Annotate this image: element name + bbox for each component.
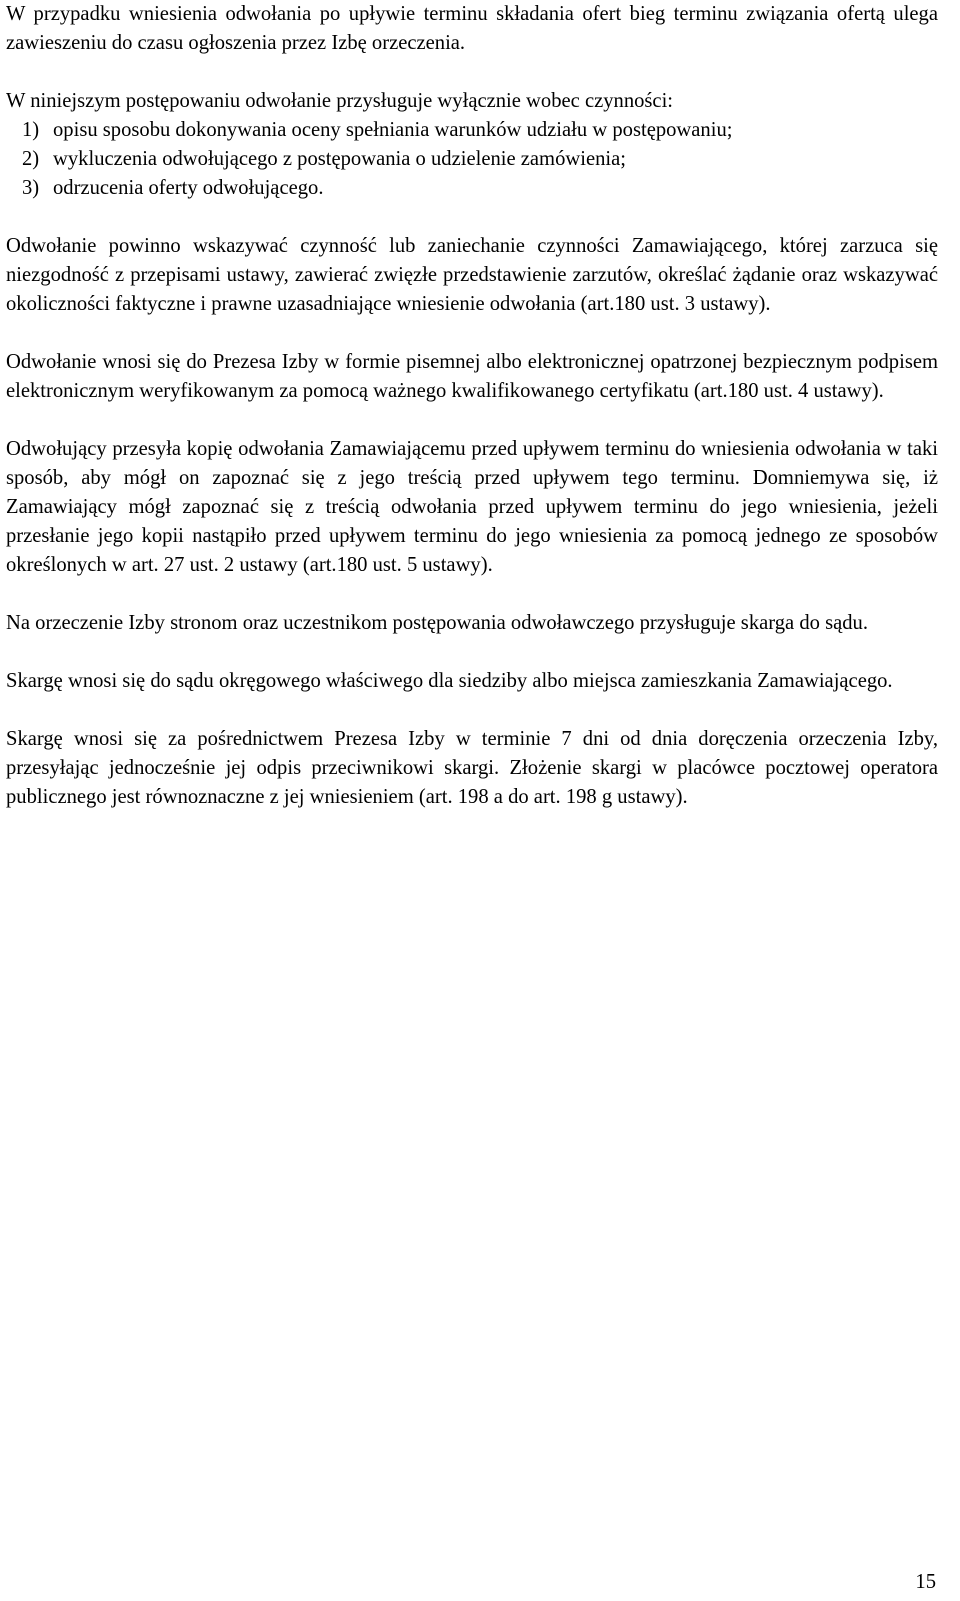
paragraph-appeal-form: Odwołanie wnosi się do Prezesa Izby w formie pisemnej albo elektronicznej opatrzonej bezpiecznym podpisem elektronicznym weryfikowanym za pomocą ważnego kwalifikowanego certyfikatu (art.180 ust. 4 ustawy).: [6, 351, 938, 402]
list-item-number: 2): [22, 148, 40, 170]
list-item: [6, 116, 938, 145]
paragraph-complaint-filing: Skargę wnosi się za pośrednictwem Prezesa Izby w terminie 7 dni od dnia doręczenia orzeczenia Izby, przesyłając jednocześnie jej odpis przeciwnikowi skargi. Złożenie skargi w placówce pocztowej operatora publicznego jest równoznaczne z jej wniesieniem (art. 198 a do art. 198 g ustawy).: [6, 728, 938, 808]
list-item: [6, 174, 938, 203]
paragraph-appeal-suspension: W przypadku wniesienia odwołania po upływie terminu składania ofert bieg terminu związania ofertą ulega zawieszeniu do czasu ogłoszenia przez Izbę orzeczenia.: [6, 3, 938, 54]
list-item: [6, 145, 938, 174]
paragraph-appeal-copy: Odwołujący przesyła kopię odwołania Zamawiającemu przed upływem terminu do wniesienia odwołania w taki sposób, aby mógł on zapoznać się z jego treścią przed upływem tego terminu. Domniemywa się, iż Zamawiający mógł zapoznać się z treścią odwołania przed upływem terminu do jego wniesienia, jeżeli przesłanie jego kopii nastąpiło przed upływem terminu do jego wniesienia za pomocą jednego ze sposobów określonych w art. 27 ust. 2 ustawy (art.180 ust. 5 ustawy).: [6, 438, 938, 576]
paragraph-complaint-court: Skargę wnosi się do sądu okręgowego właściwego dla siedziby albo miejsca zamieszkania Zamawiającego.: [6, 670, 893, 692]
list-item-text: odrzucenia oferty odwołującego.: [53, 177, 324, 199]
list-item-text: wykluczenia odwołującego z postępowania o udzielenie zamówienia;: [53, 148, 626, 170]
paragraph-appeal-scope: W niniejszym postępowaniu odwołanie przysługuje wyłącznie wobec czynności:: [6, 90, 674, 112]
appeal-scope-list: [6, 116, 938, 203]
list-item-text: opisu sposobu dokonywania oceny spełniania warunków udziału w postępowaniu;: [53, 119, 733, 141]
document-page: [6, 0, 938, 812]
page-number: 15: [915, 1571, 936, 1593]
list-item-number: 3): [22, 177, 40, 199]
paragraph-appeal-content: Odwołanie powinno wskazywać czynność lub zaniechanie czynności Zamawiającego, której zarzuca się niezgodność z przepisami ustawy, zawierać zwięzłe przedstawienie zarzutów, określać żądanie oraz wskazywać okoliczności faktyczne i prawne uzasadniające wniesienie odwołania (art.180 ust. 3 ustawy).: [6, 235, 938, 315]
list-item-number: 1): [22, 119, 40, 141]
paragraph-court-complaint: Na orzeczenie Izby stronom oraz uczestnikom postępowania odwoławczego przysługuje skarga do sądu.: [6, 612, 868, 634]
